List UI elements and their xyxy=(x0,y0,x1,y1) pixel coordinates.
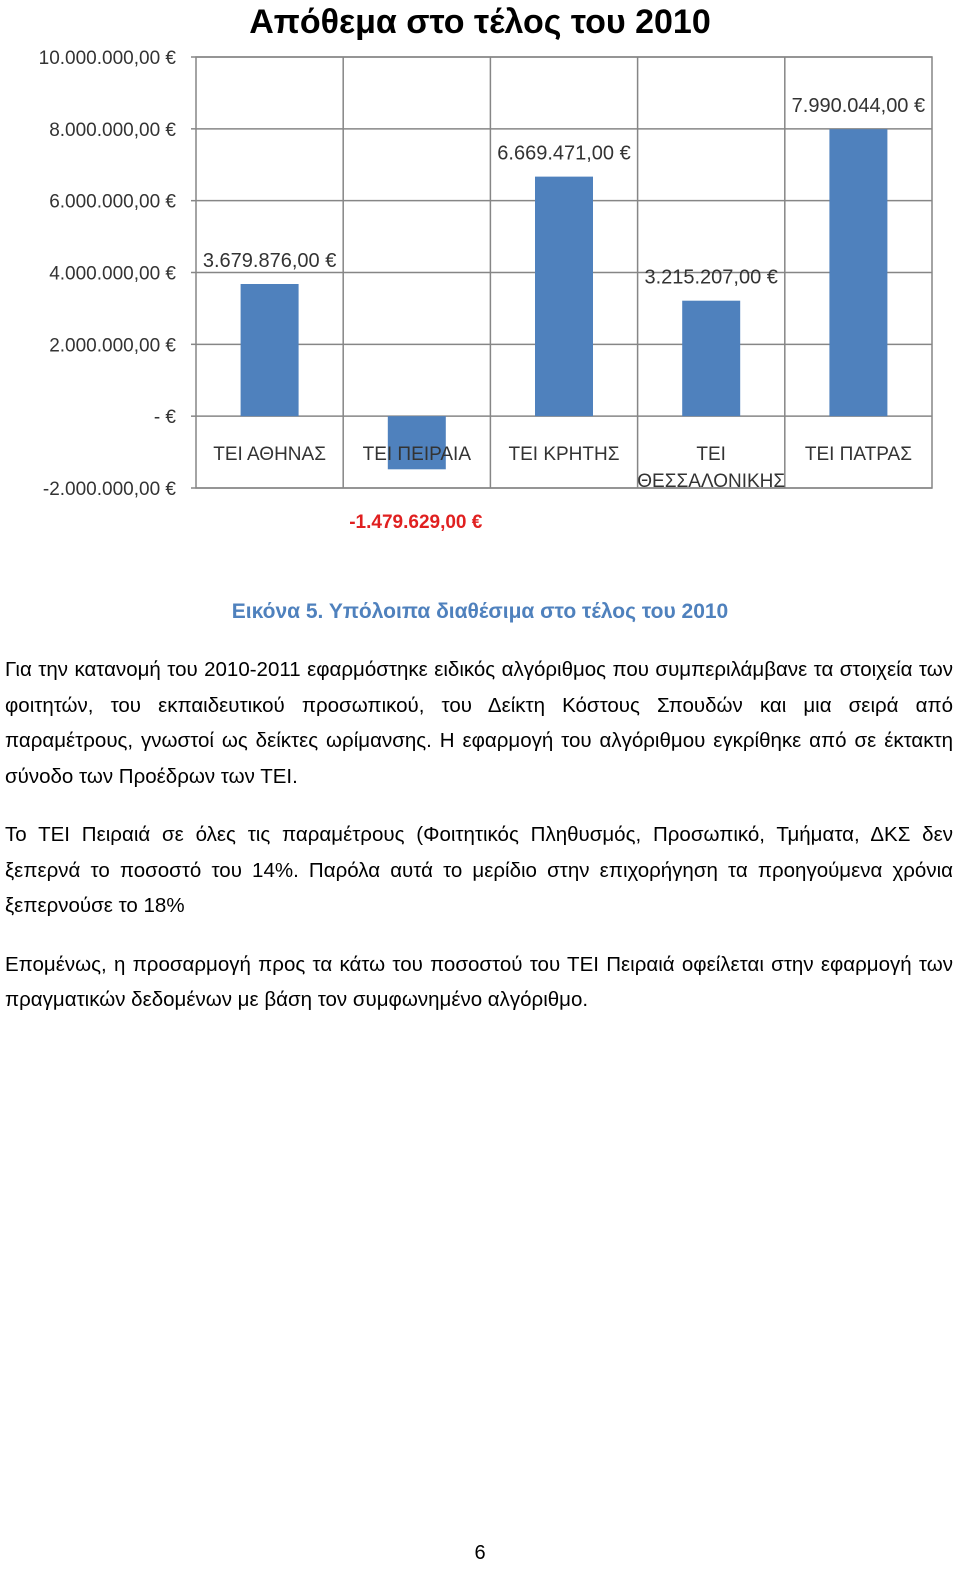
y-tick-label: 8.000.000,00 € xyxy=(49,119,176,141)
data-label-4: 3.215.207,00 € xyxy=(644,266,778,289)
y-tick-label: 4.000.000,00 € xyxy=(49,263,176,285)
category-label-4: ΘΕΣΣΑΛΟΝΙΚΗΣ xyxy=(637,471,786,492)
figure-caption: Εικόνα 5. Υπόλοιπα διαθέσιμα στο τέλος του 2010 xyxy=(231,600,729,623)
data-label-3: 6.669.471,00 € xyxy=(497,142,631,165)
y-tick-label: - € xyxy=(153,407,176,429)
data-label-1: 3.679.876,00 € xyxy=(202,249,337,272)
data-label-5: 7.990.044,00 € xyxy=(791,95,926,118)
chart-title: Απόθεμα στο τέλος του 2010 xyxy=(249,3,711,41)
bar-3 xyxy=(535,177,593,417)
y-tick-label: 10.000.000,00 € xyxy=(38,48,176,69)
bar-5 xyxy=(829,129,887,416)
category-label-5: ΤΕΙ ΠΑΤΡΑΣ xyxy=(804,444,912,465)
page-number: 6 xyxy=(474,1542,486,1564)
body-text xyxy=(5,652,953,1041)
chart-bars xyxy=(241,129,888,469)
paragraph-1: Για την κατανομή του 2010-2011 εφαρμόστηκε ειδικός αλγόριθμος που συμπεριλάμβανε τα στοιχεία των φοιτητών, του εκπαιδευτικού προσωπικού, του Δείκτη Κόστους Σπουδών και μια σειρά από παραμέτρους, γνωστοί ως δείκτες ωρίμανσης. Η εφαρμογή του αλγόριθμου εγκρίθηκε από σε έκτακτη σύνοδο των Προέδρων των ΤΕΙ. xyxy=(5,658,953,788)
bar-chart xyxy=(0,0,960,545)
y-tick-label: 6.000.000,00 € xyxy=(49,191,176,213)
category-label-1: ΤΕΙ ΑΘΗΝΑΣ xyxy=(213,444,326,465)
y-tick-label: -2.000.000,00 € xyxy=(42,479,176,500)
category-label-3: ΤΕΙ ΚΡΗΤΗΣ xyxy=(508,444,620,465)
data-label-2: -1.479.629,00 € xyxy=(349,512,483,533)
category-label-4: ΤΕΙ xyxy=(696,444,726,465)
x-axis-category-labels xyxy=(213,444,912,492)
paragraph-2: Το ΤΕΙ Πειραιά σε όλες τις παραμέτρους (Φοιτητικός Πληθυσμός, Προσωπικό, Τμήματα, ΔΚΣ δεν ξεπερνά το ποσοστό του 14%. Παρόλα αυτά το μερίδιο στην επιχορήγηση τα προηγούμενα χρόνια ξεπερνούσε το 18% xyxy=(5,823,953,917)
bar-4 xyxy=(682,301,740,416)
y-axis-tick-labels xyxy=(39,48,177,500)
category-label-2: ΤΕΙ ΠΕΙΡΑΙΑ xyxy=(362,444,472,465)
y-tick-label: 2.000.000,00 € xyxy=(49,335,176,357)
paragraph-3: Επομένως, η προσαρμογή προς τα κάτω του ποσοστού του ΤΕΙ Πειραιά οφείλεται στην εφαρμογή των πραγματικών δεδομένων με βάση τον συμφωνημένο αλγόριθμο. xyxy=(5,952,953,1011)
bar-1 xyxy=(241,284,299,416)
